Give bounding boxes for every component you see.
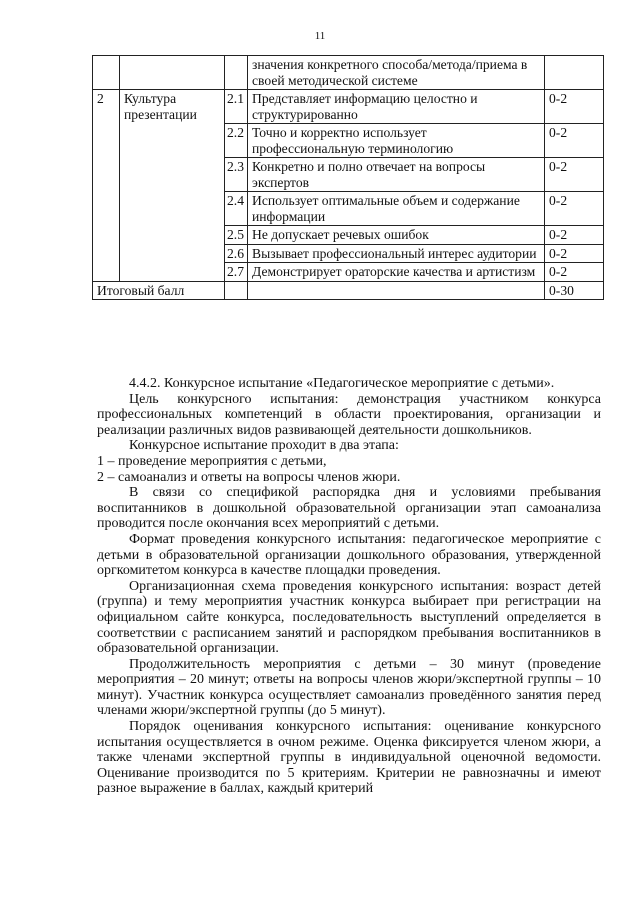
total-score: 0-30 [545, 281, 604, 300]
paragraph: Формат проведения конкурсного испытания: педагогическое мероприятие с детьми в образовательной организации дошкольного образования, утвержденной оргкомитетом конкурса в качестве площадки проведения. [97, 531, 601, 579]
criterion-number: 2 [93, 90, 120, 282]
paragraph: Продолжительность мероприятия с детьми – 30 минут (проведение мероприятия – 20 минут; ответы на вопросы членов жюри/экспертной группы – 10 минут). Участник конкурса осуществляет самоанализ проведённого занятия перед членами жюри/экспертной группы (до 5 минут). [97, 656, 601, 719]
paragraph: В связи со спецификой распорядка дня и условиями пребывания воспитанников в дошкольной образовательной организации этап самоанализа проводится после окончания всех мероприятий с детьми. [97, 485, 601, 532]
indicator-id: 2.6 [225, 244, 248, 263]
list-item: 2 – самоанализ и ответы на вопросы членов жюри. [97, 469, 401, 485]
criteria-table [92, 55, 604, 300]
paragraph: Порядок оценивания конкурсного испытания: оценивание конкурсного испытания осуществляется в очном режиме. Оценка фиксируется членом жюри, а также членами экспертной группы в индивидуальной оценочной ведомости. Оценивание производится по 5 критериям. Критерии не равнозначны и имеют разное выражение в баллах, каждый критерий [97, 719, 601, 797]
indicator-text: Точно и корректно использует профессиональную терминологию [248, 124, 545, 158]
paragraph: Организационная схема проведения конкурсного испытания: возраст детей (группа) и тему мероприятия участник конкурса выбирает при регистрации на официальном сайте конкурса, последовательность выступлений определяется в соответствии с расписанием занятий и распорядком пребывания воспитанников в образовательной организации. [97, 578, 601, 657]
table-row [93, 90, 604, 124]
indicator-text: Использует оптимальные объем и содержание информации [248, 192, 545, 226]
table-row [93, 56, 604, 90]
indicator-text: Демонстрирует ораторские качества и артистизм [248, 263, 545, 282]
indicator-score: 0-2 [545, 124, 604, 158]
total-label: Итоговый балл [93, 281, 225, 300]
indicator-id: 2.2 [225, 124, 248, 158]
paragraph: Конкурсное испытание проходит в два этапа: [129, 438, 399, 454]
indicator-text: Представляет информацию целостно и структурированно [248, 90, 545, 124]
table-total-row [93, 281, 604, 300]
indicator-text: Не допускает речевых ошибок [248, 226, 545, 245]
indicator-score: 0-2 [545, 244, 604, 263]
criterion-name: Культура презентации [120, 90, 225, 282]
indicator-score: 0-2 [545, 192, 604, 226]
section-heading: 4.4.2. Конкурсное испытание «Педагогическое мероприятие с детьми». [129, 376, 555, 391]
indicator-id: 2.4 [225, 192, 248, 226]
indicator-id: 2.1 [225, 90, 248, 124]
indicator-score: 0-2 [545, 90, 604, 124]
continued-indicator-text: значения конкретного способа/метода/приема в своей методической системе [248, 56, 545, 90]
indicator-id: 2.7 [225, 263, 248, 282]
indicator-id: 2.3 [225, 158, 248, 192]
indicator-id: 2.5 [225, 226, 248, 245]
list-item: 1 – проведение мероприятия с детьми, [97, 453, 327, 469]
indicator-score: 0-2 [545, 263, 604, 282]
indicator-text: Конкретно и полно отвечает на вопросы экспертов [248, 158, 545, 192]
indicator-text: Вызывает профессиональный интерес аудитории [248, 244, 545, 263]
indicator-score: 0-2 [545, 158, 604, 192]
paragraph: Цель конкурсного испытания: демонстрация участником конкурса профессиональных компетенций в области проектирования, организации и реализации различных видов развивающей деятельности дошкольников. [97, 391, 601, 438]
page-number: 11 [314, 30, 326, 42]
body-text [97, 376, 601, 797]
indicator-score: 0-2 [545, 226, 604, 245]
